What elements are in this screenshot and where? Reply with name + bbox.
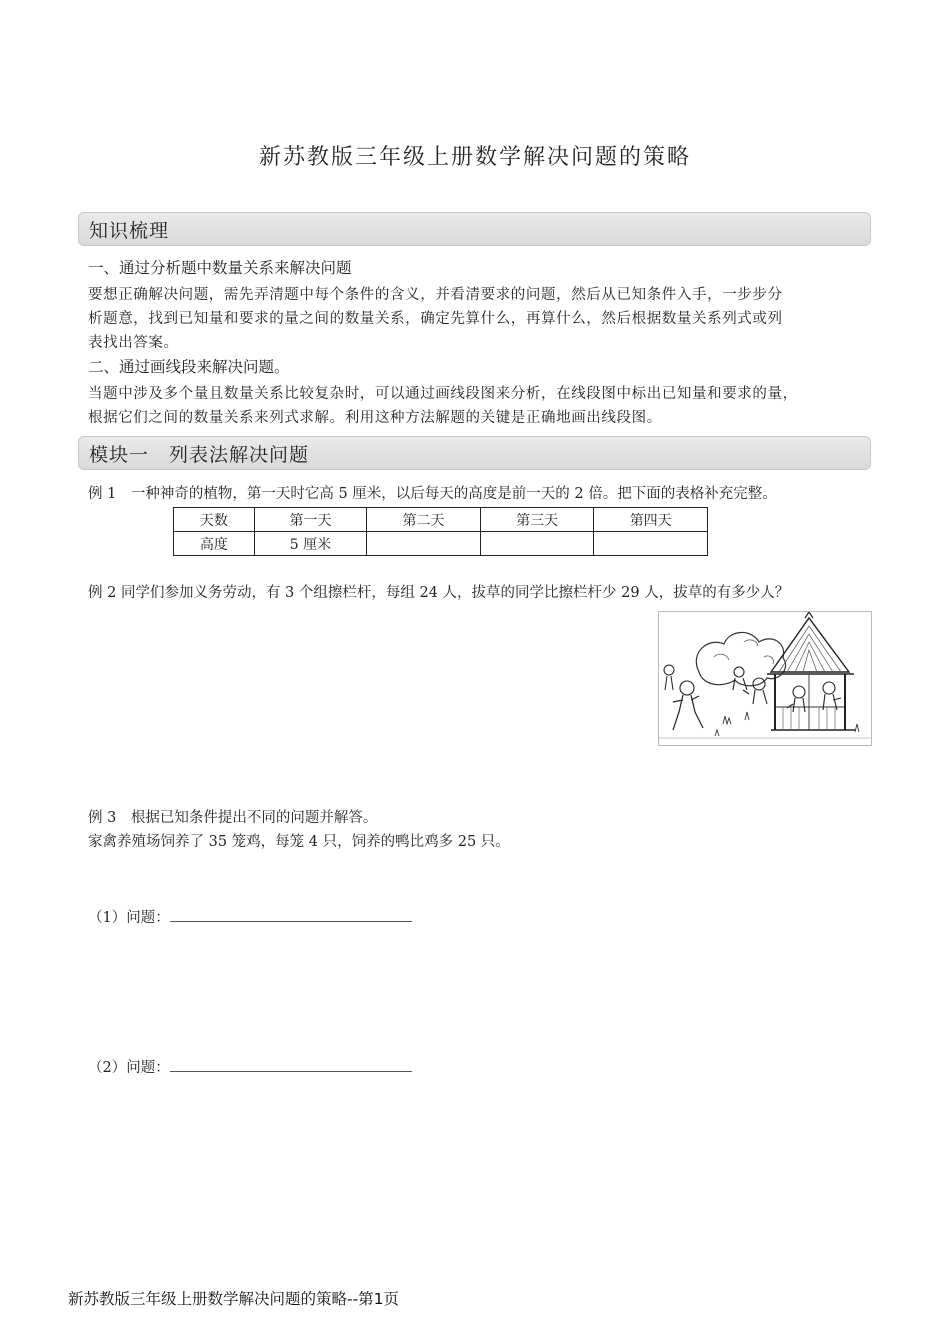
example1-table	[173, 507, 708, 556]
paragraph-line: 要想正确解决问题，需先弄清题中每个条件的含义，并看清要求的问题，然后从已知条件入手，一步步分	[88, 287, 783, 303]
point1-title: 一、通过分析题中数量关系来解决问题	[88, 259, 352, 277]
table-cell: 高度	[174, 532, 255, 556]
question1-label: （1）问题：	[88, 910, 170, 926]
question2-answer-line[interactable]	[170, 1057, 412, 1072]
table-cell[interactable]	[367, 532, 481, 556]
paragraph-line: 析题意，找到已知量和要求的量之间的数量关系，确定先算什么，再算什么，然后根据数量关系列式或列	[88, 311, 783, 327]
point2-paragraph	[88, 382, 878, 430]
page-title: 新苏教版三年级上册数学解决问题的策略	[258, 145, 691, 170]
section-title: 模块一 列表法解决问题	[89, 444, 310, 466]
paragraph-line: 根据它们之间的数量关系来列式求解。利用这种方法解题的关键是正确地画出线段图。	[88, 410, 662, 426]
table-cell[interactable]	[594, 532, 708, 556]
question2-label: （2）问题：	[88, 1060, 170, 1076]
example2-text: 例 2 同学们参加义务劳动，有 3 个组擦栏杆，每组 24 人，拔草的同学比擦栏杆少 29 人，拔草的有多少人？	[88, 585, 790, 601]
table-row	[174, 508, 708, 532]
table-cell: 第二天	[367, 508, 481, 532]
page-footer: 新苏教版三年级上册数学解决问题的策略--第1页	[68, 1290, 400, 1308]
question1-answer-line[interactable]	[170, 907, 412, 922]
section-header-knowledge	[78, 212, 871, 246]
illustration-children-working	[658, 611, 872, 746]
table-cell: 第三天	[480, 508, 594, 532]
section-header-module1	[78, 436, 871, 470]
table-cell: 天数	[174, 508, 255, 532]
table-cell: 第四天	[594, 508, 708, 532]
question1-row	[88, 906, 412, 930]
example1-text: 例 1 一种神奇的植物，第一天时它高 5 厘米，以后每天的高度是前一天的 2 倍。把下面的表格补充完整。	[88, 486, 777, 502]
paragraph-line: 表找出答案。	[88, 335, 179, 351]
section-title: 知识梳理	[89, 220, 170, 242]
example3-title: 例 3 根据已知条件提出不同的问题并解答。	[88, 810, 378, 826]
paragraph-line: 当题中涉及多个量且数量关系比较复杂时，可以通过画线段图来分析，在线段图中标出已知量和要求的量，	[88, 386, 798, 402]
table-cell: 第一天	[254, 508, 367, 532]
illustration-drawing	[659, 612, 871, 745]
example3-text: 家禽养殖场饲养了 35 笼鸡，每笼 4 只，饲养的鸭比鸡多 25 只。	[88, 834, 510, 850]
point2-title: 二、通过画线段来解决问题。	[88, 358, 290, 376]
table-row	[174, 532, 708, 556]
table-cell[interactable]	[480, 532, 594, 556]
table-cell: 5 厘米	[254, 532, 367, 556]
point1-paragraph	[88, 283, 878, 355]
question2-row	[88, 1056, 412, 1080]
